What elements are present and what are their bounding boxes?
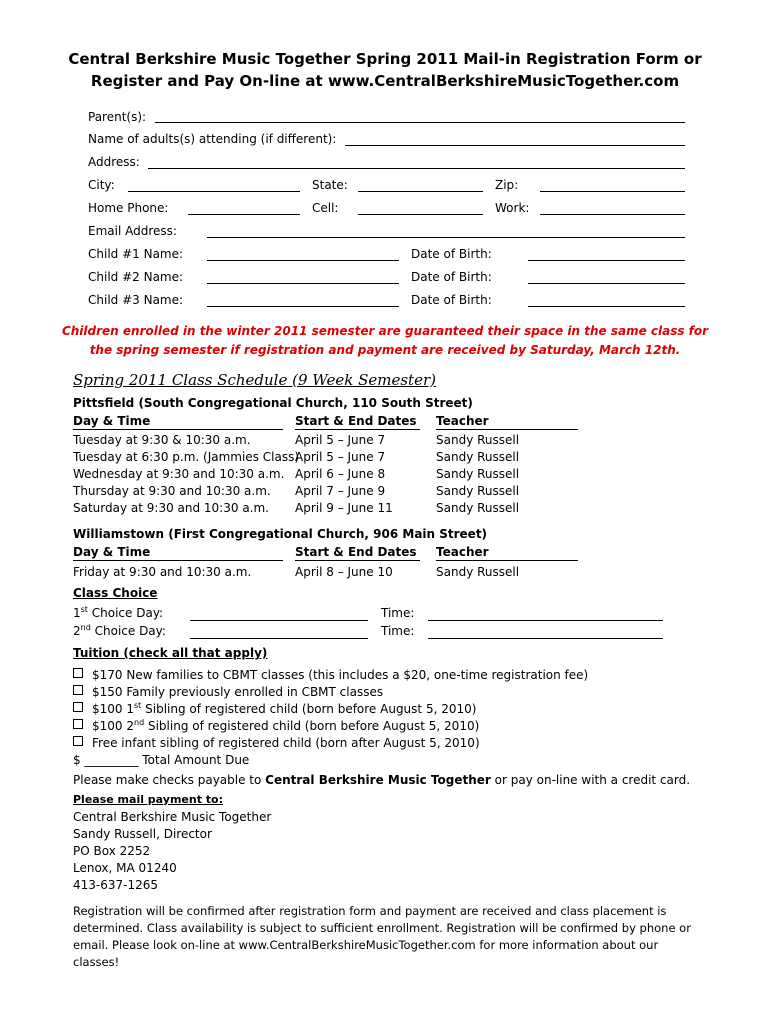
- tuition-option-returning[interactable]: $150 Family previously enrolled in CBMT classes: [73, 685, 383, 699]
- child3-dob-label: Date of Birth:: [411, 293, 492, 307]
- child1-label: Child #1 Name:: [88, 247, 184, 261]
- city-label: City:: [88, 178, 115, 192]
- class-day: Friday at 9:30 and 10:30 a.m.: [73, 565, 252, 579]
- location-williamstown: Williamstown (First Congregational Church, 906 Main Street): [73, 527, 488, 541]
- mail-address-line: PO Box 2252: [73, 844, 151, 858]
- checkbox[interactable]: [73, 668, 83, 678]
- address-label: Address:: [88, 155, 140, 169]
- adults-label: Name of adults(s) attending (if different):: [88, 132, 337, 146]
- col-day-header: Day & Time: [73, 545, 151, 559]
- class-choice-heading: Class Choice: [73, 586, 158, 600]
- total-amount-due[interactable]: $ _________ Total Amount Due: [73, 753, 250, 767]
- class-day: Saturday at 9:30 and 10:30 a.m.: [73, 501, 269, 515]
- child1-dob-field[interactable]: [528, 260, 685, 261]
- class-day: Tuesday at 6:30 p.m. (Jammies Class): [73, 450, 300, 464]
- home-phone-field[interactable]: [188, 214, 300, 215]
- location-pittsfield: Pittsfield (South Congregational Church, 110 South Street): [73, 396, 473, 410]
- class-teacher: Sandy Russell: [436, 501, 520, 515]
- checkbox[interactable]: [73, 719, 83, 729]
- second-choice-label: 2nd Choice Day:: [73, 623, 166, 638]
- header-underline: [436, 429, 578, 430]
- header-underline: [436, 560, 578, 561]
- child2-dob-field[interactable]: [528, 283, 685, 284]
- cell-field[interactable]: [358, 214, 483, 215]
- class-teacher: Sandy Russell: [436, 433, 520, 447]
- mail-address-line: Lenox, MA 01240: [73, 861, 177, 875]
- second-choice-day-field[interactable]: [190, 638, 368, 639]
- child2-label: Child #2 Name:: [88, 270, 184, 284]
- work-field[interactable]: [540, 214, 685, 215]
- checkbox[interactable]: [73, 736, 83, 746]
- header-underline: [73, 429, 283, 430]
- address-field[interactable]: [148, 168, 685, 169]
- col-dates-header: Start & End Dates: [295, 414, 417, 428]
- second-choice-time-field[interactable]: [428, 638, 663, 639]
- checks-payable-line: Please make checks payable to Central Berkshire Music Together or pay on-line with a credit card.: [73, 773, 691, 787]
- first-choice-label: 1st Choice Day:: [73, 605, 164, 620]
- class-day: Tuesday at 9:30 & 10:30 a.m.: [73, 433, 251, 447]
- header-underline: [73, 560, 283, 561]
- tuition-heading: Tuition (check all that apply): [73, 646, 268, 660]
- first-choice-time-field[interactable]: [428, 620, 663, 621]
- class-day: Thursday at 9:30 and 10:30 a.m.: [73, 484, 271, 498]
- mail-heading: Please mail payment to:: [73, 793, 223, 806]
- tuition-option-infant[interactable]: Free infant sibling of registered child (born after August 5, 2010): [73, 736, 480, 750]
- state-label: State:: [312, 178, 348, 192]
- class-dates: April 5 – June 7: [295, 450, 386, 464]
- class-dates: April 7 – June 9: [295, 484, 386, 498]
- zip-label: Zip:: [495, 178, 519, 192]
- col-dates-header: Start & End Dates: [295, 545, 417, 559]
- col-day-header: Day & Time: [73, 414, 151, 428]
- mail-address-line: Sandy Russell, Director: [73, 827, 212, 841]
- class-teacher: Sandy Russell: [436, 450, 520, 464]
- enrollment-notice: Children enrolled in the winter 2011 semester are guaranteed their space in the same class for the spring semester if registration and payment are received by Saturday, March 12th.: [61, 324, 709, 357]
- class-teacher: Sandy Russell: [436, 484, 520, 498]
- email-label: Email Address:: [88, 224, 177, 238]
- class-dates: April 6 – June 8: [295, 467, 386, 481]
- cell-label: Cell:: [312, 201, 339, 215]
- col-teacher-header: Teacher: [436, 414, 489, 428]
- tuition-option-first-sibling[interactable]: $100 1st Sibling of registered child (born before August 5, 2010): [73, 702, 476, 716]
- class-dates: April 9 – June 11: [295, 501, 393, 515]
- child2-name-field[interactable]: [207, 283, 399, 284]
- tuition-option-second-sibling[interactable]: $100 2nd Sibling of registered child (born before August 5, 2010): [73, 719, 479, 733]
- child3-name-field[interactable]: [207, 306, 399, 307]
- parents-field[interactable]: [155, 122, 685, 123]
- footer-note: Registration will be confirmed after registration form and payment are received and class placement is determined. Class availability is subject to sufficient enrollment. Registration will be confirmed by phone or email. Please look on-line at www.CentralBerkshireMusicTogether.com for more information about our classes!: [73, 904, 691, 969]
- child3-label: Child #3 Name:: [88, 293, 184, 307]
- form-title: Central Berkshire Music Together Spring 2011 Mail-in Registration Form or Register and Pay On-line at www.CentralBerkshireMusicTogether.com: [68, 50, 702, 90]
- city-field[interactable]: [128, 191, 300, 192]
- child1-name-field[interactable]: [207, 260, 399, 261]
- state-field[interactable]: [358, 191, 483, 192]
- first-time-label: Time:: [381, 606, 415, 620]
- class-teacher: Sandy Russell: [436, 565, 520, 579]
- mail-phone: 413-637-1265: [73, 878, 159, 892]
- header-underline: [295, 429, 420, 430]
- parents-label: Parent(s):: [88, 110, 147, 124]
- header-underline: [295, 560, 420, 561]
- class-dates: April 8 – June 10: [295, 565, 393, 579]
- first-choice-day-field[interactable]: [190, 620, 368, 621]
- work-label: Work:: [495, 201, 530, 215]
- checkbox[interactable]: [73, 702, 83, 712]
- class-day: Wednesday at 9:30 and 10:30 a.m.: [73, 467, 285, 481]
- col-teacher-header: Teacher: [436, 545, 489, 559]
- adults-field[interactable]: [345, 145, 685, 146]
- email-field[interactable]: [207, 237, 685, 238]
- child1-dob-label: Date of Birth:: [411, 247, 492, 261]
- schedule-heading: Spring 2011 Class Schedule (9 Week Semester): [73, 371, 436, 389]
- tuition-option-new[interactable]: $170 New families to CBMT classes (this includes a $20, one-time registration fee): [73, 668, 588, 682]
- class-teacher: Sandy Russell: [436, 467, 520, 481]
- child3-dob-field[interactable]: [528, 306, 685, 307]
- child2-dob-label: Date of Birth:: [411, 270, 492, 284]
- home-phone-label: Home Phone:: [88, 201, 169, 215]
- second-time-label: Time:: [381, 624, 415, 638]
- checkbox[interactable]: [73, 685, 83, 695]
- mail-address-line: Central Berkshire Music Together: [73, 810, 272, 824]
- class-dates: April 5 – June 7: [295, 433, 386, 447]
- zip-field[interactable]: [540, 191, 685, 192]
